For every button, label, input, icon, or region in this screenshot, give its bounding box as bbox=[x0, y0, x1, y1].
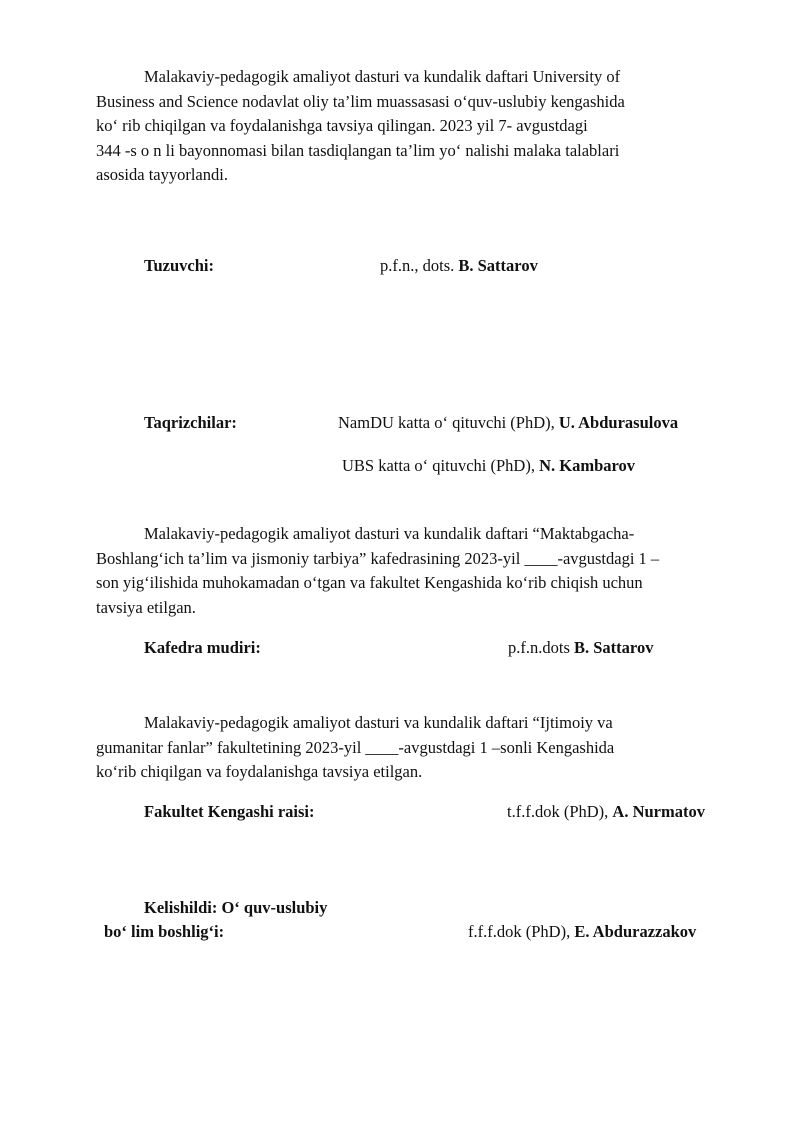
compiler-name: B. Sattarov bbox=[458, 256, 538, 275]
reviewers-label: Taqrizchilar: bbox=[144, 413, 237, 432]
intro-line-4: 344 -s o n li bayonnomasi bilan tasdiqlangan ta’lim yo‘ nalishi malaka talablari bbox=[96, 140, 620, 160]
department-line-1: Malakaviy-pedagogik amaliyot dasturi va kundalik daftari “Maktabgacha- bbox=[144, 524, 635, 543]
faculty-line-1: Malakaviy-pedagogik amaliyot dasturi va kundalik daftari “Ijtimoiy va bbox=[144, 713, 613, 732]
intro-line-2: Business and Science nodavlat oliy ta’lim muassasasi o‘quv-uslubiy kengashida bbox=[96, 91, 625, 111]
reviewer-2-title: UBS katta o‘ qituvchi (PhD), bbox=[342, 456, 540, 475]
department-line-3: son yig‘ilishida muhokamadan o‘tgan va fakultet Kengashida ko‘rib chiqish uchun bbox=[96, 573, 643, 592]
intro-line-3: ko‘ rib chiqilgan va foydalanishga tavsiya qilingan. 2023 yil 7- avgustdagi bbox=[96, 116, 588, 135]
faculty-chair-label: Fakultet Kengashi raisi: bbox=[144, 802, 315, 821]
compiler-title: p.f.n., dots. bbox=[380, 256, 459, 275]
department-paragraph bbox=[96, 522, 736, 620]
head-of-dept-name: B. Sattarov bbox=[574, 638, 654, 657]
intro-line-5: asosida tayyorlandi. bbox=[96, 165, 228, 184]
reviewer-2-signature bbox=[342, 456, 635, 476]
head-of-dept-signature bbox=[508, 638, 653, 658]
faculty-chair-title: t.f.f.dok (PhD), bbox=[507, 802, 613, 821]
faculty-chair-name: A. Nurmatov bbox=[612, 802, 705, 821]
faculty-line-3: ko‘rib chiqilgan va foydalanishga tavsiya etilgan. bbox=[96, 762, 423, 781]
reviewer-1-title: NamDU katta o‘ qituvchi (PhD), bbox=[338, 413, 559, 432]
reviewer-2-name: N. Kambarov bbox=[539, 456, 636, 475]
reviewer-1-signature bbox=[338, 413, 678, 433]
agreed-signature bbox=[468, 922, 696, 942]
head-of-dept-label: Kafedra mudiri: bbox=[144, 638, 261, 657]
department-line-4: tavsiya etilgan. bbox=[96, 597, 196, 617]
faculty-chair-signature bbox=[507, 802, 705, 822]
agreed-label-line-2: bo‘ lim boshlig‘i: bbox=[104, 922, 225, 941]
agreed-title: f.f.f.dok (PhD), bbox=[468, 922, 575, 941]
intro-line-1: Malakaviy-pedagogik amaliyot dasturi va kundalik daftari University of bbox=[144, 67, 621, 86]
intro-paragraph bbox=[96, 65, 736, 188]
faculty-line-2: gumanitar fanlar” fakultetining 2023-yil ____-avgustdagi 1 –sonli Kengashida bbox=[96, 737, 615, 757]
agreed-name: E. Abdurazzakov bbox=[574, 922, 697, 941]
head-of-dept-title: p.f.n.dots bbox=[508, 638, 574, 657]
reviewer-1-name: U. Abdurasulova bbox=[558, 413, 679, 432]
compiler-signature bbox=[380, 256, 538, 276]
department-line-2: Boshlang‘ich ta’lim va jismoniy tarbiya” kafedrasining 2023-yil ____-avgustdagi 1 – bbox=[96, 548, 660, 568]
compiler-label: Tuzuvchi: bbox=[144, 256, 214, 275]
faculty-paragraph bbox=[96, 711, 736, 785]
agreed-label-line-1: Kelishildi: O‘ quv-uslubiy bbox=[144, 898, 328, 917]
